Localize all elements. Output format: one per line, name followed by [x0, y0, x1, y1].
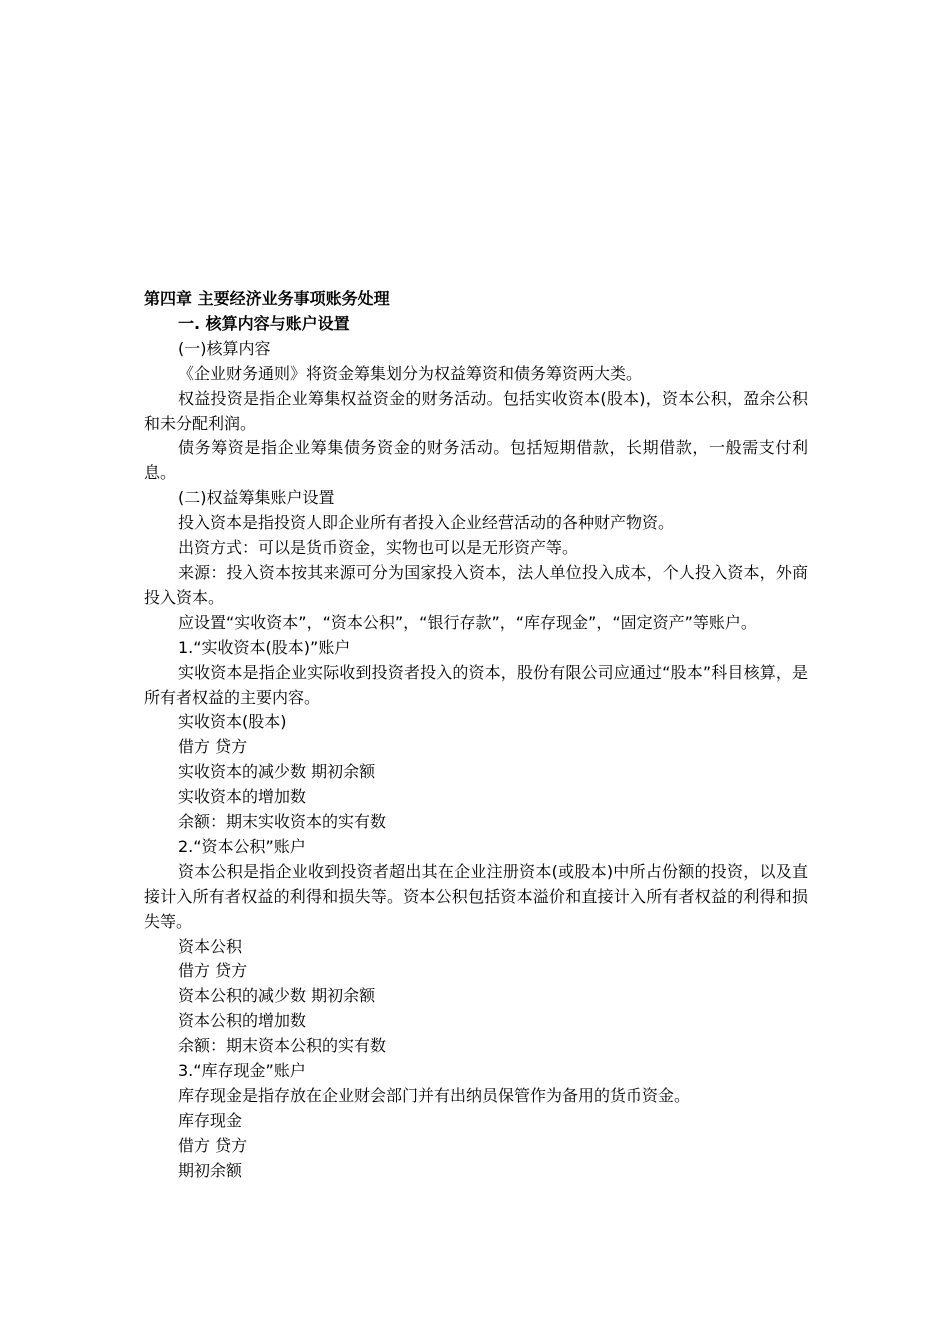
paragraph: 实收资本是指企业实际收到投资者投入的资本，股份有限公司应通过“股本”科目核算，是所有者权益的主要内容。 — [144, 662, 808, 707]
paragraph: 出资方式：可以是货币资金，实物也可以是无形资产等。 — [178, 538, 579, 558]
subsection-heading: (二)权益筹集账户设置 — [178, 488, 335, 508]
subsection-heading: (一)核算内容 — [178, 338, 271, 358]
paragraph: 应设置“实收资本”，“资本公积”，“银行存款”，“库存现金”，“固定资产”等账户。 — [178, 612, 757, 632]
paragraph: 投入资本是指投资人即企业所有者投入企业经营活动的各种财产物资。 — [178, 513, 675, 533]
t-account-title: 库存现金 — [178, 1110, 243, 1130]
section-heading: 一. 核算内容与账户设置 — [178, 313, 350, 333]
paragraph: 资本公积是指企业收到投资者超出其在企业注册资本(或股本)中所占份额的投资，以及直接计入所有者权益的利得和损失等。资本公积包括资本溢价和直接计入所有者权益的利得和损失等。 — [144, 861, 808, 931]
t-account-title: 实收资本(股本) — [178, 712, 287, 732]
account-heading: 1.“实收资本(股本)”账户 — [178, 637, 351, 657]
t-account-sides: 借方 贷方 — [178, 737, 248, 757]
paragraph: 债务筹资是指企业筹集债务资金的财务活动。包括短期借款，长期借款，一般需支付利息。 — [144, 438, 808, 483]
paragraph: 来源：投入资本按其来源可分为国家投入资本，法人单位投入成本，个人投入资本，外商投入资本。 — [144, 562, 808, 607]
document-body — [144, 287, 808, 1184]
t-account-title: 资本公积 — [178, 936, 243, 956]
paragraph: 库存现金是指存放在企业财会部门并有出纳员保管作为备用的货币资金。 — [178, 1086, 691, 1105]
t-account-row: 实收资本的增加数 — [178, 787, 307, 807]
t-account-sides: 借方 贷方 — [178, 1135, 248, 1155]
t-account-balance: 余额：期末实收资本的实有数 — [178, 812, 387, 832]
t-account-row: 资本公积的减少数 期初余额 — [178, 986, 376, 1006]
t-account-row: 资本公积的增加数 — [178, 1011, 307, 1031]
t-account-row: 期初余额 — [178, 1160, 243, 1180]
account-heading: 2.“资本公积”账户 — [178, 836, 306, 856]
t-account-row: 实收资本的减少数 期初余额 — [178, 762, 376, 782]
t-account-sides: 借方 贷方 — [178, 961, 248, 981]
account-heading: 3.“库存现金”账户 — [178, 1061, 306, 1081]
paragraph: 《企业财务通则》将资金筹集划分为权益筹资和债务筹资两大类。 — [178, 363, 643, 383]
t-account-balance: 余额：期末资本公积的实有数 — [178, 1036, 387, 1056]
chapter-title: 第四章 主要经济业务事项账务处理 — [144, 289, 390, 308]
paragraph: 权益投资是指企业筹集权益资金的财务活动。包括实收资本(股本)，资本公积，盈余公积和未分配利润。 — [144, 388, 808, 433]
